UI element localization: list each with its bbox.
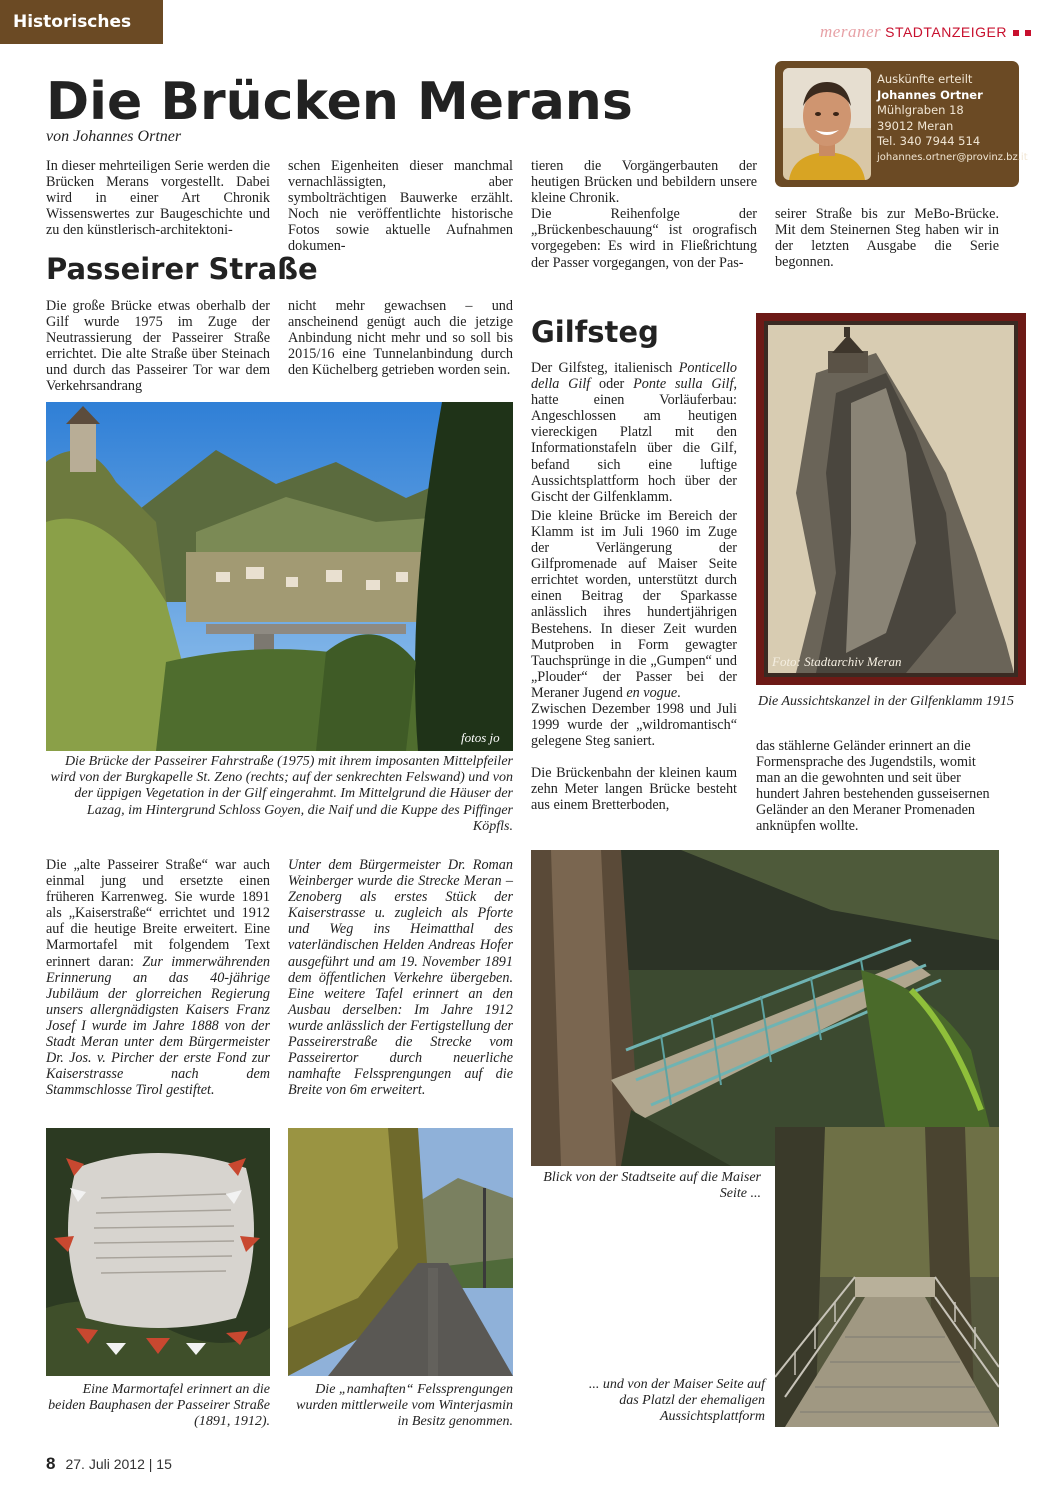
passeier-lower-col1	[46, 857, 270, 1098]
page-number: 8	[46, 1454, 56, 1473]
caption-marble-tablet: Eine Marmortafel erinnert an die beiden Bauphasen der Passeirer Straße (1891, 1912).	[48, 1382, 270, 1430]
photo-credit: fotos jo	[461, 730, 500, 745]
passeier-lower-col1-text: Die „alte Passeirer Straße“ war auch einmal jung und ersetzte einen früheren Karrenweg. Sie wurde 1891 als „Kaiserstraße“ errichtet und 1912 auf die heutige Breite erweitert. Eine Marmortafel mit folgendem Text erinnert daran:	[46, 857, 270, 970]
masthead-logo	[820, 22, 1031, 42]
gilfsteg-p1: Der Gilfsteg, italienisch Ponticello della Gilf oder Ponte sulla Gilf, hatte einen Vorläuferbau: Angeschlossen am heutigen viereckigen Platzl mit den Informationstafeln über die Gilf, befand sich eine luftige Aussichtsplattform hoch über der Gischt der Gilfenklamm.	[531, 360, 737, 505]
photo-old-road	[288, 1128, 513, 1376]
intro-col3-p2: Die Reihenfolge der „Brückenbeschauung“ ist orografisch vorgegeben: Es wird in Fließrichtung der Passer vorgegangen, von der Pas-	[531, 206, 757, 271]
marble-inscription-1: Zur immerwährenden Erinnerung an das 40-jährige Jubiläum der glorreichen Regierung unsers allergnädigsten Kaisers Franz Josef I wurde im Jahre 1888 von der Stadt Meran unter dem Bürgermeister Dr. Jos. v. Pircher der erste Fond zur Kaiserstrasse nach dem Stammschlosse Tirol gestiftet.	[46, 953, 271, 1099]
passeier-col2: nicht mehr gewachsen – und anscheinend genügt auch die jetzige Anbindung nicht mehr und so soll bis 2015/16 eine Tunnelanbindung durch den Küchelberg getrieben worden sein.	[288, 298, 513, 379]
page-footer	[46, 1454, 172, 1474]
gilfsteg-col2: das stählerne Geländer erinnert an die Formensprache des Jugendstils, womit man an die gewohnten und seit über hundert Jahren bestehenden gusseisernen Geländer an den Meraner Promenaden anknüpfen wollte.	[756, 738, 990, 835]
photo-bridge-city-side	[531, 850, 999, 1166]
intro-col4: seirer Straße bis zur MeBo-Brücke. Mit dem Steinernen Steg haben wir in der letzten Ausgabe die Serie begonnen.	[775, 206, 999, 271]
contact-email[interactable]: johannes.ortner@provinz.bz.it	[877, 151, 1028, 163]
contact-phone: Tel. 340 7944 514	[877, 134, 981, 148]
byline: von Johannes Ortner	[46, 128, 182, 145]
contact-name: Johannes Ortner	[877, 87, 983, 102]
contact-label: Auskünfte erteilt	[877, 72, 973, 86]
caption-passeirer-bridge: Die Brücke der Passeirer Fahrstraße (1975) mit ihrem imposanten Mittelpfeiler wird von der Burgkapelle St. Zeno (rechts; auf der senkrechten Felswand) und von der üppigen Vegetation in der Gilf eingerahmt. Im Mittelgrund die Häuser der Lazag, im Hintergrund Schloss Goyen, die Naif und die Kuppe des Piffinger Köpfls.	[50, 754, 513, 834]
masthead-prefix: meraner	[820, 22, 882, 41]
contact-box	[775, 61, 1028, 187]
passeier-lower-col2: Unter dem Bürgermeister Dr. Roman Weinberger wurde die Strecke Meran – Zenoberg als erstes Stück der Kaiserstrasse u. zugleich als Pforte und Weg ins Heimatthal des vaterländischen Helden Andreas Hofer ausgeführt und am 19. November 1891 dem öffentlichen Verkehre übergeben. Eine weitere Tafel erinnert an den Ausbau derselben: Im Jahre 1912 wurde anlässlich der Fertigstellung der Passeirerstraße die Strecke vom Passeirertor durch neuerliche namhafte Felssprengungen auf die Breite von 6m erweitert.	[288, 857, 513, 1099]
photo-marble-tablet	[46, 1128, 270, 1376]
author-portrait	[783, 68, 871, 180]
masthead-square-icon	[1025, 30, 1031, 36]
contact-street: Mühlgraben 18	[877, 103, 964, 117]
caption-archive: Die Aussichtskanzel in der Gilfenklamm 1915	[758, 694, 1014, 709]
intro-col2: schen Eigenheiten dieser manchmal vernachlässigten, aber symbolträchtigen Bauwerke erzählt. Noch nie veröffentlichte historische Fotos sowie aktuelle Aufnahmen dokumen-	[288, 158, 513, 255]
contact-text	[877, 72, 1028, 165]
photo-bridge-maiser-side	[775, 1127, 999, 1427]
gilfsteg-p4: Die Brückenbahn der kleinen kaum zehn Meter langen Brücke besteht aus einem Bretterboden,	[531, 765, 737, 814]
caption-old-road: Die „namhaften“ Felssprengungen wurden mittlerweile vom Winterjasmin in Besitz genommen.	[296, 1382, 513, 1430]
gilfsteg-p2: Die kleine Brücke im Bereich der Klamm ist im Juli 1960 im Zuge der Verlängerung der Gilfpromenade auf Maiser Seite errichtet worden, unterstützt durch einen Beitrag der Sparkasse anlässlich ihres hundertjährigen Bestehens. In dieser Zeit wurden Mutproben in Form gewagter Tauchsprünge in die „Gumpen“ und „Plouder“ der Passer bei der Meraner Jugend en vogue.	[531, 507, 737, 701]
intro-col3	[531, 158, 757, 271]
heading-passeirer: Passeirer Straße	[46, 252, 318, 286]
contact-city: 39012 Meran	[877, 118, 954, 133]
intro-col3-p1: tieren die Vorgängerbauten der heutigen Brücken und bebildern unsere kleine Chronik.	[531, 158, 757, 207]
masthead-name: STADTANZEIGER	[885, 24, 1007, 40]
gilfsteg-col1	[531, 360, 737, 814]
masthead-square-icon	[1013, 30, 1019, 36]
section-tab: Historisches	[0, 0, 163, 44]
passeier-col1: Die große Brücke etwas oberhalb der Gilf wurde 1975 im Zuge der Neutrassierung der Passeirer Straße errichtet. Die alte Straße über Steinach und durch das Passeirer Tor war dem Verkehrsandrang	[46, 298, 270, 395]
article-title: Die Brücken Merans	[46, 72, 633, 132]
issue-info: 27. Juli 2012 | 15	[65, 1456, 172, 1472]
photo-passeirer-bridge	[46, 402, 513, 751]
caption-maiser-side: ... und von der Maiser Seite auf das Platzl der ehemaligen Aussichtsplattform	[588, 1377, 765, 1425]
archive-credit: Foto: Stadtarchiv Meran	[772, 654, 902, 669]
caption-city-side: Blick von der Stadtseite auf die Maiser Seite ...	[543, 1170, 761, 1202]
heading-gilfsteg: Gilfsteg	[531, 315, 659, 349]
gilfsteg-p3: Zwischen Dezember 1998 und Juli 1999 wurde der „wildromantisch“ gelegene Steg saniert.	[531, 700, 737, 750]
intro-col1: In dieser mehrteiligen Serie werden die Brücken Merans vorgestellt. Dabei wird in einer Art Chronik Wissenswertes zur Baugeschichte und zu den künstlerisch-architektoni-	[46, 158, 270, 239]
photo-archive-gilfenklamm	[756, 313, 1026, 685]
